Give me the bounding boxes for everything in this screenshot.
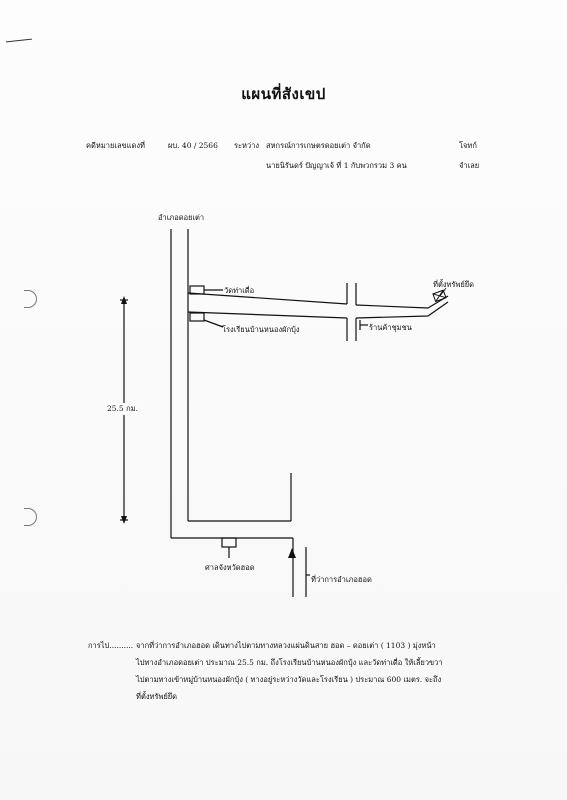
label-distance: 25.5 กม. (107, 404, 138, 413)
page-title: แผนที่สังเขป (241, 85, 326, 103)
house-icon (433, 290, 446, 301)
school-marker (190, 313, 204, 321)
directions-line-4: ที่ตั้งทรัพย์ยึด (136, 692, 178, 701)
village-road-south-edge-1 (188, 312, 347, 318)
label-temple: วัดท่าเดื่อ (224, 286, 255, 295)
label-district-office: ที่ว่าการอำเภอฮอด (311, 575, 372, 584)
court-marker (222, 538, 236, 547)
directions-label: การไป.......... (88, 641, 134, 650)
plaintiff-role: โจทก์ (459, 141, 477, 150)
plaintiff-name: สหกรณ์การเกษตรดอยเต่า จำกัด (266, 141, 371, 150)
defendant-role: จำเลย (459, 161, 480, 170)
label-school: โรงเรียนบ้านหนองผักบุ้ง (222, 325, 300, 334)
village-road-north-edge-1 (188, 293, 347, 304)
case-label: คดีหมายเลขแดงที่ (86, 141, 145, 150)
label-shop: ร้านค้าชุมชน (369, 323, 412, 332)
defendant-name: นายนิรันดร์ ปัญญาเจ้ ที่ 1 กับพวกรวม 3 คน (266, 161, 407, 170)
case-number: ผบ. 40 / 2566 (168, 141, 218, 150)
directions-line-1: จากที่ว่าการอำเภอฮอด เดินทางไปตามทางหลวงแผ่นดินสาย ฮอด – ดอยเต่า ( 1103 ) มุ่งหน้า (136, 641, 436, 650)
label-district-doitao: อำเภอดอยเต่า (158, 213, 205, 222)
label-property: ที่ตั้งทรัพย์ยึด (433, 280, 475, 289)
directions-line-3: ไปตามทางเข้าหมู่บ้านหนองผักบุ้ง ( ทางอยู่ระหว่างวัดและโรงเรียน ) ประมาณ 600 เมตร. จะถึง (136, 675, 442, 684)
directions-line-2: ไปทางอำเภอดอยเต่า ประมาณ 25.5 กม. ถึงโรงเรียนบ้านหนองผักบุ้ง และวัดท่าเดื่อ ให้เลี้ยวขวา (136, 658, 443, 667)
label-court: ศาลจังหวัดฮอด (205, 563, 255, 572)
between-label: ระหว่าง (234, 141, 260, 150)
